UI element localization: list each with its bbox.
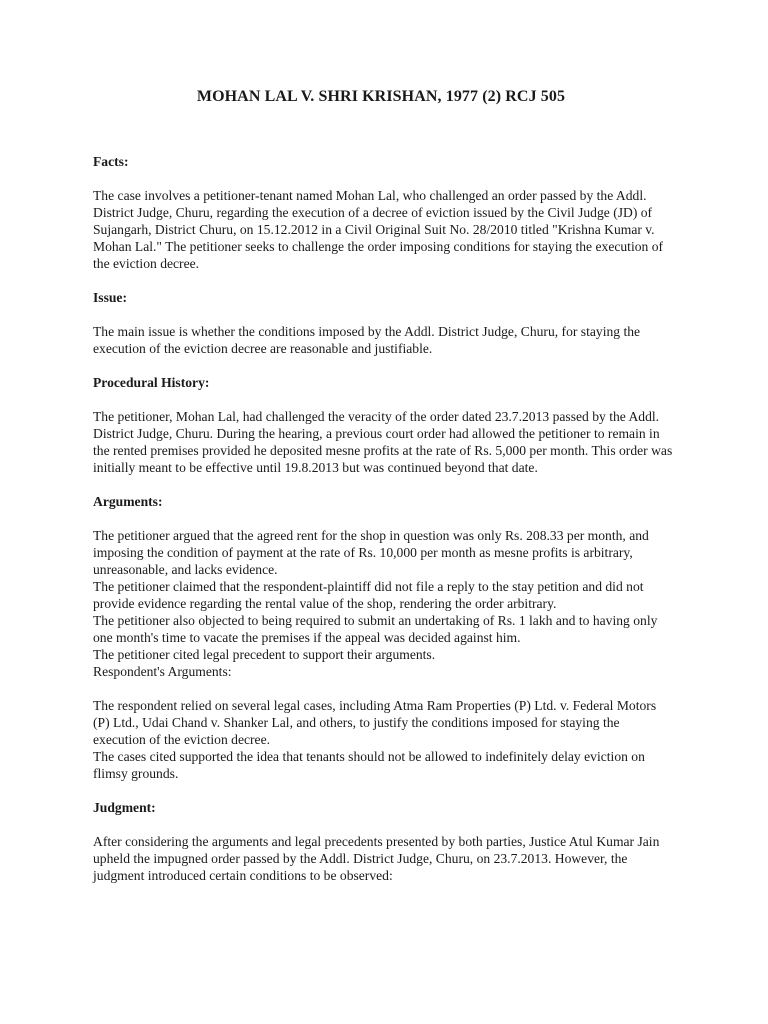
argument-paragraph: The petitioner also objected to being required to submit an undertaking of Rs. 1 lakh and to having only one month's time to vacate the premises if the appeal was decided against him. <box>93 613 658 645</box>
respondent-argument-paragraph: The cases cited supported the idea that tenants should not be allowed to indefinitely delay eviction on flimsy grounds. <box>93 749 645 781</box>
judgment-paragraph: After considering the arguments and legal precedents presented by both parties, Justice Atul Kumar Jain upheld the impugned order passed by the Addl. District Judge, Churu, on 23.7.2013. However, the judgment introduced certain conditions to be observed: <box>93 834 660 883</box>
argument-paragraph: The petitioner argued that the agreed rent for the shop in question was only Rs. 208.33 per month, and imposing the condition of payment at the rate of Rs. 10,000 per month as mesne profits is arbitrary, unreasonable, and lacks evidence. <box>93 528 649 577</box>
judgment-heading: Judgment: <box>93 800 156 815</box>
document-title: MOHAN LAL V. SHRI KRISHAN, 1977 (2) RCJ 505 <box>196 88 566 105</box>
respondent-argument-paragraph: The respondent relied on several legal cases, including Atma Ram Properties (P) Ltd. v. Federal Motors (P) Ltd., Udai Chand v. Shanker Lal, and others, to justify the conditions imposed for staying the execution of the eviction decree. <box>93 698 657 747</box>
argument-paragraph: The petitioner claimed that the respondent-plaintiff did not file a reply to the stay petition and did not provide evidence regarding the rental value of the shop, rendering the order arbitrary. <box>93 579 644 611</box>
arguments-heading: Arguments: <box>93 494 163 509</box>
respondent-arguments-heading: Respondent's Arguments: <box>93 664 232 679</box>
issue-paragraph: The main issue is whether the conditions imposed by the Addl. District Judge, Churu, for staying the execution of the eviction decree are reasonable and justifiable. <box>93 324 641 356</box>
document-page <box>93 88 673 901</box>
facts-heading: Facts: <box>93 154 129 169</box>
procedural-history-paragraph: The petitioner, Mohan Lal, had challenged the veracity of the order dated 23.7.2013 passed by the Addl. District Judge, Churu. During the hearing, a previous court order had allowed the petitioner to remain in the rented premises provided he deposited mesne profits at the rate of Rs. 5,000 per month. This order was initially meant to be effective until 19.8.2013 but was continued beyond that date. <box>93 409 673 475</box>
procedural-history-heading: Procedural History: <box>93 375 210 390</box>
issue-heading: Issue: <box>93 290 127 305</box>
facts-paragraph: The case involves a petitioner-tenant named Mohan Lal, who challenged an order passed by the Addl. District Judge, Churu, regarding the execution of a decree of eviction issued by the Civil Judge (JD) of Sujangarh, District Churu, on 15.12.2012 in a Civil Original Suit No. 28/2010 titled "Krishna Kumar v. Mohan Lal." The petitioner seeks to challenge the order imposing conditions for staying the execution of the eviction decree. <box>93 188 664 271</box>
argument-paragraph: The petitioner cited legal precedent to support their arguments. <box>93 647 436 662</box>
